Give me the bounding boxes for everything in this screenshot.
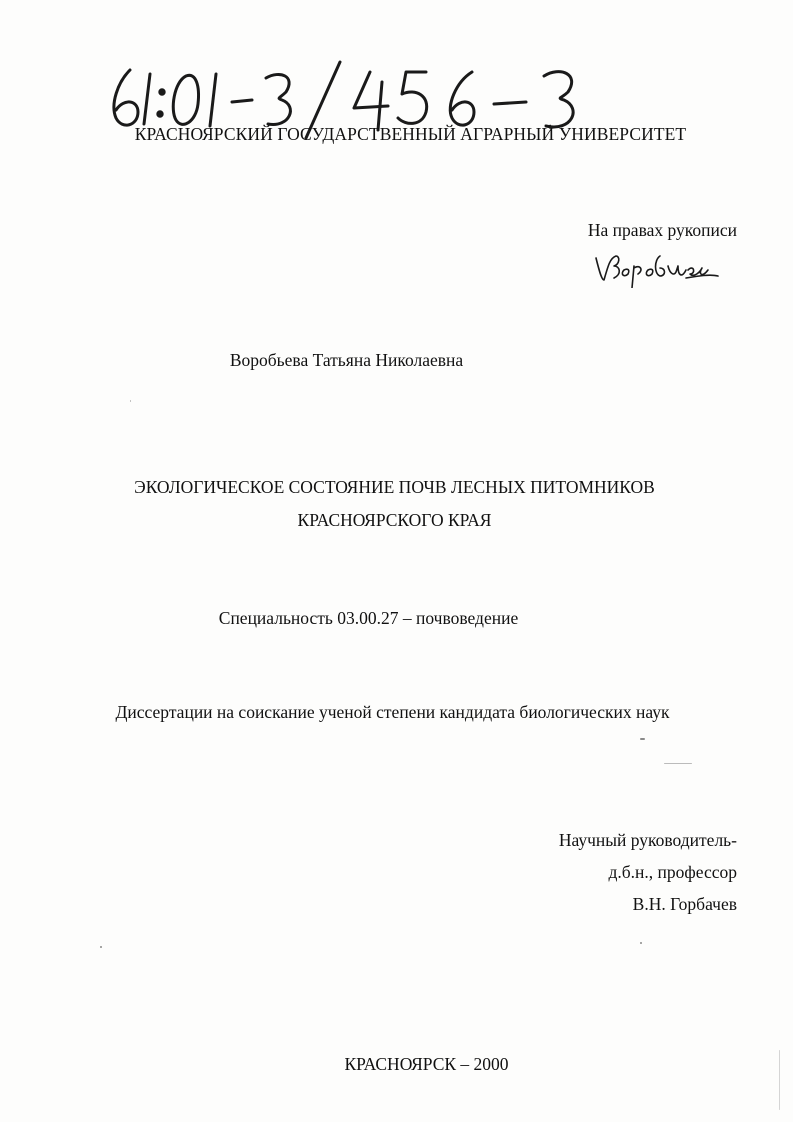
supervisor-role: Научный руководитель- xyxy=(558,830,737,850)
scan-speck xyxy=(130,400,131,402)
university-name: КРАСНОЯРСКИЙ ГОСУДАРСТВЕННЫЙ АГРАРНЫЙ УНИВЕРСИТЕТ xyxy=(134,124,687,144)
scan-speck xyxy=(100,946,102,948)
author-name: Воробьева Татьяна Николаевна xyxy=(229,350,464,370)
author-signature xyxy=(590,244,720,288)
scan-speck xyxy=(640,738,645,740)
rights-note: На правах рукописи xyxy=(587,220,737,240)
scan-speck xyxy=(779,1050,780,1110)
degree-statement: Диссертации на соискание ученой степени кандидата биологических наук xyxy=(115,702,670,722)
supervisor-name: В.Н. Горбачев xyxy=(632,894,737,914)
dissertation-title-line-2: КРАСНОЯРСКОГО КРАЯ xyxy=(297,510,492,530)
scan-speck xyxy=(640,942,642,944)
specialty: Специальность 03.00.27 – почвоведение xyxy=(218,608,519,628)
signature-drawing xyxy=(590,244,720,288)
city-year: КРАСНОЯРСК – 2000 xyxy=(344,1054,509,1074)
scan-speck xyxy=(664,763,692,764)
supervisor-degree: д.б.н., профессор xyxy=(608,862,737,882)
dissertation-title-line-1: ЭКОЛОГИЧЕСКОЕ СОСТОЯНИЕ ПОЧВ ЛЕСНЫХ ПИТОМНИКОВ xyxy=(134,477,655,497)
